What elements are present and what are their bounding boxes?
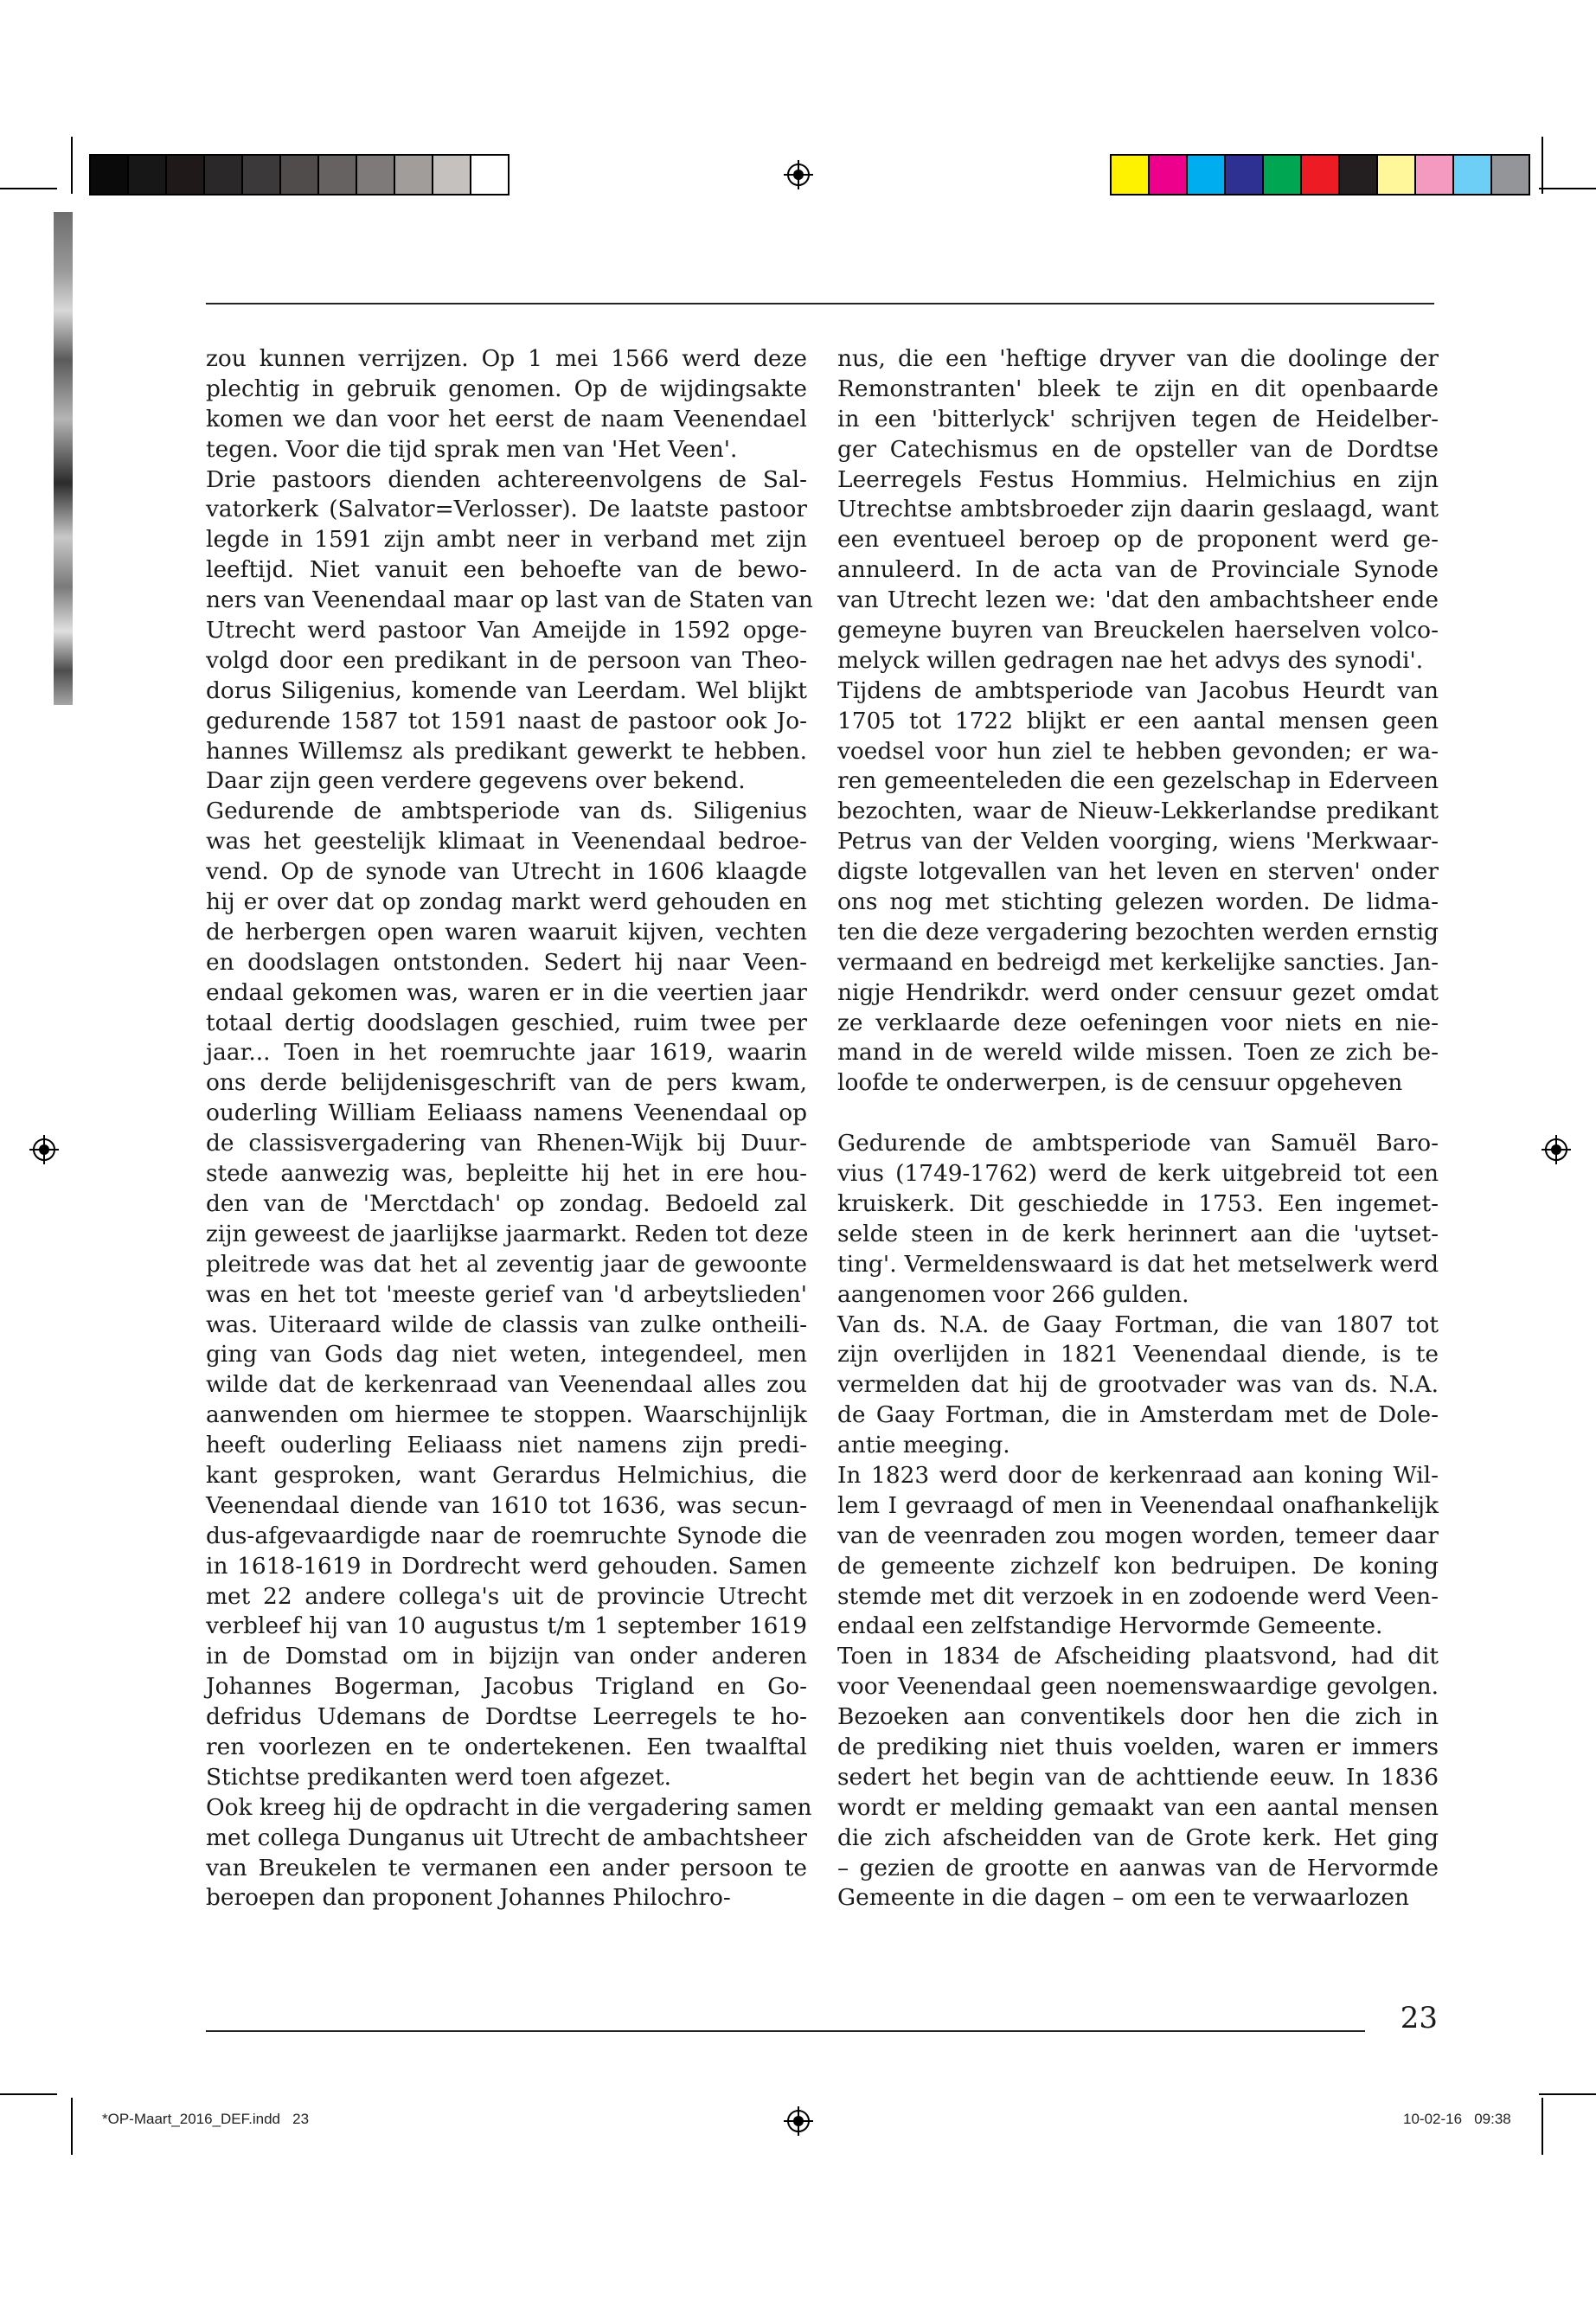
color-swatch [1416, 156, 1454, 194]
paragraph-gap [837, 1099, 1439, 1129]
text-line: vermaand en bedreigd met kerkelijke sancties. Jan- [837, 948, 1439, 976]
text-line: ting'. Vermeldenswaard is dat het metselwerk werd [837, 1250, 1439, 1278]
text-line: ten die deze vergadering bezochten werden ernstig [837, 918, 1439, 945]
text-line: Daar zijn geen verdere gegevens over bekend. [206, 767, 746, 795]
text-line: stede aanwezig was, bepleitte hij het in ere hou- [206, 1160, 807, 1188]
text-line: sedert het begin van de achttiende eeuw. In 1836 [837, 1763, 1439, 1791]
registration-mark-icon [784, 2106, 813, 2136]
text-line: vermelden dat hij de grootvader was van ds. N.A. [837, 1371, 1439, 1399]
text-line: dus-afgevaardigde naar de roemruchte Synode die [206, 1522, 807, 1549]
color-swatch [1302, 156, 1340, 194]
text-line: dorus Siligenius, komende van Leerdam. Wel blijkt [206, 676, 807, 704]
text-line: Bezoeken aan conventikels door hen die zich in [837, 1703, 1439, 1731]
color-swatch [1340, 156, 1378, 194]
registration-mark-icon [784, 160, 813, 189]
text-line: Johannes Bogerman, Jacobus Trigland en Go- [206, 1673, 807, 1701]
text-line: van de veenraden zou mogen worden, temeer daar [837, 1522, 1439, 1549]
text-line: de herbergen open waren waaruit kijven, vechten [206, 918, 807, 945]
text-line: Utrecht werd pastoor Van Ameijde in 1592 opge- [206, 617, 807, 644]
text-block [837, 1129, 1439, 1913]
text-line: met collega Dunganus uit Utrecht de ambachtsheer [206, 1823, 807, 1851]
slug-filename: *OP-Maart_2016_DEF.indd 23 [102, 2111, 310, 2127]
color-swatch [433, 156, 471, 194]
text-line: hij er over dat op zondag markt werd gehouden en [206, 888, 807, 916]
text-line: mand in de wereld wilde missen. Toen ze zich be- [837, 1039, 1439, 1067]
text-line: was het geestelijk klimaat in Veenendaal bedroe- [206, 828, 807, 856]
text-line: antie meeging. [837, 1432, 1010, 1459]
text-line: Drie pastoors dienden achtereenvolgens de Sal- [206, 465, 807, 493]
text-line: den van de 'Merctdach' op zondag. Bedoeld zal [206, 1189, 807, 1217]
crop-mark [1542, 2098, 1543, 2155]
text-line: Remonstranten' bleek te zijn en dit openbaarde [837, 375, 1439, 402]
crop-mark [0, 2093, 57, 2095]
text-line: wordt er melding gemaakt van een aantal mensen [837, 1793, 1439, 1821]
text-line: ouderling William Eeliaass namens Veenendaal op [206, 1099, 807, 1127]
text-line: ons nog met stichting gelezen worden. De lidma- [837, 888, 1439, 916]
crop-mark [0, 188, 57, 189]
text-line: ren gemeenteleden die een gezelschap in Ederveen [837, 767, 1439, 795]
text-line: defridus Udemans de Dordtse Leerregels te ho- [206, 1703, 807, 1731]
color-swatch [167, 156, 205, 194]
text-line: Petrus van der Velden voorging, wiens 'Merkwaar- [837, 828, 1439, 856]
color-swatch [319, 156, 357, 194]
crop-mark [1542, 137, 1543, 194]
bottom-rule [206, 2030, 1365, 2032]
text-line: hannes Willemsz als predikant gewerkt te hebben. [206, 737, 807, 765]
text-line: ger Catechismus en de opsteller van de Dordtse [837, 435, 1439, 463]
text-line: Ook kreeg hij de opdracht in die vergadering samen [206, 1793, 812, 1821]
crop-mark [1539, 188, 1596, 189]
registration-mark-icon [29, 1135, 59, 1164]
text-line: selde steen in de kerk herinnert aan die 'uytset- [837, 1220, 1439, 1247]
text-line: Van ds. N.A. de Gaay Fortman, die van 1807 tot [837, 1311, 1439, 1338]
text-line: stemde met dit verzoek in en zodoende werd Veen- [837, 1582, 1439, 1610]
text-line: aangenomen voor 266 gulden. [837, 1280, 1189, 1308]
text-line: leeftijd. Niet vanuit een behoefte van de bewo- [206, 556, 807, 584]
color-swatch [471, 156, 508, 194]
text-column-left [206, 344, 813, 1913]
top-rule [206, 303, 1434, 304]
text-line: nus, die een 'heftige dryver van die doolinge der [837, 345, 1439, 372]
color-swatch [395, 156, 433, 194]
registration-mark-icon [1542, 1135, 1571, 1164]
text-line: In 1823 werd door de kerkenraad aan koning Wil- [837, 1461, 1439, 1489]
text-line: en doodslagen ontstonden. Sedert hij naar Veen- [206, 948, 807, 976]
text-line: was en het tot 'meeste gerief van 'd arbeytslieden' [206, 1280, 807, 1308]
text-line: endaal een zelfstandige Hervormde Gemeente. [837, 1612, 1383, 1640]
text-line: voor Veenendaal geen noemenswaardige gevolgen. [837, 1673, 1439, 1701]
color-swatch [1150, 156, 1188, 194]
text-line: gedurende 1587 tot 1591 naast de pastoor ook Jo- [206, 707, 807, 734]
text-line: pleitrede was dat het al zeventig jaar de gewoonte [206, 1250, 807, 1278]
color-swatch [281, 156, 319, 194]
text-line: zijn overlijden in 1821 Veenendaal diende, is te [837, 1341, 1439, 1368]
text-line: Gedurende de ambtsperiode van Samuël Baro- [837, 1130, 1439, 1157]
color-calibration-bar [1110, 154, 1530, 195]
text-line: de prediking niet thuis voelden, waren er immers [837, 1733, 1439, 1760]
color-swatch [1112, 156, 1150, 194]
crop-mark [1539, 2093, 1596, 2095]
text-line: kant gesproken, want Gerardus Helmichius, die [206, 1461, 807, 1489]
text-line: totaal dertig doodslagen geschied, ruim twee per [206, 1009, 807, 1036]
text-line: de classisvergadering van Rhenen-Wijk bij Duur- [206, 1130, 807, 1157]
text-line: Utrechtse ambtsbroeder zijn daarin geslaagd, want [837, 496, 1439, 523]
color-swatch [243, 156, 281, 194]
text-line: in 1618-1619 in Dordrecht werd gehouden. Samen [206, 1552, 807, 1580]
text-line: zou kunnen verrijzen. Op 1 mei 1566 werd deze [206, 345, 807, 372]
text-line: Stichtse predikanten werd toen afgezet. [206, 1763, 671, 1791]
text-line: van Breukelen te vermanen een ander persoon te [206, 1854, 807, 1881]
text-line: loofde te onderwerpen, is de censuur opgeheven [837, 1069, 1403, 1097]
text-line: die zich afscheidden van de Grote kerk. Het ging [837, 1823, 1439, 1851]
text-line: melyck willen gedragen nae het advys des synodi'. [837, 646, 1424, 674]
color-swatch [1188, 156, 1226, 194]
text-line: 1705 tot 1722 blijkt er een aantal mensen geen [837, 707, 1439, 734]
text-line: Gedurende de ambtsperiode van ds. Siligenius [206, 798, 807, 825]
text-line: Toen in 1834 de Afscheiding plaatsvond, had dit [837, 1643, 1439, 1670]
text-line: ren voorlezen en te ondertekenen. Een twaalftal [206, 1733, 807, 1760]
text-line: was. Uiteraard wilde de classis van zulke ontheili- [206, 1311, 807, 1338]
text-line: aanwenden om hiermee te stoppen. Waarschijnlijk [206, 1401, 807, 1429]
page-number: 23 [1400, 2001, 1438, 2035]
text-line: beroepen dan proponent Johannes Philochro- [206, 1884, 731, 1912]
text-line: heeft ouderling Eeliaass niet namens zijn predi- [206, 1432, 807, 1459]
text-line: een eventueel beroep op de proponent werd ge- [837, 526, 1439, 554]
text-line: gemeyne buyren van Breuckelen haerselven volco- [837, 617, 1439, 644]
text-line: ging van Gods dag niet weten, integendeel, men [206, 1341, 807, 1368]
color-swatch [91, 156, 129, 194]
text-line: annuleerd. In de acta van de Provinciale Synode [837, 556, 1439, 584]
slug-date: 10-02-16 09:38 [1403, 2111, 1511, 2127]
color-swatch [357, 156, 395, 194]
text-line: zijn geweest de jaarlijkse jaarmarkt. Reden tot deze [206, 1220, 809, 1247]
text-block [837, 344, 1439, 1099]
text-line: legde in 1591 zijn ambt neer in verband met zijn [206, 526, 807, 554]
text-line: ners van Veenendaal maar op last van de Staten van [206, 586, 813, 614]
text-line: van Utrecht lezen we: 'dat den ambachtsheer ende [837, 586, 1439, 614]
text-line: nigje Hendrikdr. werd onder censuur gezet omdat [837, 978, 1439, 1006]
text-line: plechtig in gebruik genomen. Op de wijdingsakte [206, 375, 807, 402]
text-line: in de Domstad om in bijzijn van onder anderen [206, 1643, 807, 1670]
text-line: wilde dat de kerkenraad van Veenendaal alles zou [206, 1371, 807, 1399]
text-line: voedsel voor hun ziel te hebben gevonden; er wa- [837, 737, 1439, 765]
text-line: vatorkerk (Salvator=Verlosser). De laatste pastoor [206, 496, 807, 523]
text-line: bezochten, waar de Nieuw-Lekkerlandse predikant [837, 798, 1439, 825]
text-line: Tijdens de ambtsperiode van Jacobus Heurdt van [837, 676, 1439, 704]
color-swatch [129, 156, 167, 194]
color-swatch [1378, 156, 1416, 194]
text-line: Veenendaal diende van 1610 tot 1636, was secun- [206, 1491, 807, 1519]
color-swatch [205, 156, 243, 194]
text-line: in een 'bitterlyck' schrijven tegen de Heidelber- [837, 405, 1439, 433]
text-line: ons derde belijdenisgeschrift van de pers kwam, [206, 1069, 807, 1097]
text-line: lem I gevraagd of men in Veenendaal onafhankelijk [837, 1491, 1439, 1519]
color-swatch [1492, 156, 1529, 194]
grayscale-calibration-bar [89, 154, 510, 195]
text-line: endaal gekomen was, waren er in die veertien jaar [206, 978, 807, 1006]
text-line: – gezien de grootte en aanwas van de Hervormde [837, 1854, 1439, 1881]
text-line: ze verklaarde deze oefeningen voor niets en nie- [837, 1009, 1439, 1036]
text-line: vius (1749-1762) werd de kerk uitgebreid tot een [837, 1160, 1439, 1188]
text-line: vend. Op de synode van Utrecht in 1606 klaagde [206, 858, 807, 886]
text-line: tegen. Voor die tijd sprak men van 'Het Veen'. [206, 435, 738, 463]
text-line: jaar... Toen in het roemruchte jaar 1619, waarin [206, 1039, 807, 1067]
text-line: verbleef hij van 10 augustus t/m 1 september 1619 [206, 1612, 807, 1640]
color-swatch [1226, 156, 1264, 194]
side-photo-strip [54, 212, 73, 705]
crop-mark [71, 2098, 73, 2155]
text-line: de gemeente zichzelf kon bedruipen. De koning [837, 1552, 1439, 1580]
text-line: met 22 andere collega's uit de provincie Utrecht [206, 1582, 807, 1610]
text-line: Gemeente in die dagen – om een te verwaarlozen [837, 1884, 1410, 1912]
color-swatch [1264, 156, 1302, 194]
text-line: kruiskerk. Dit geschiedde in 1753. Een ingemet- [837, 1189, 1439, 1217]
text-line: Leerregels Festus Hommius. Helmichius en zijn [837, 465, 1439, 493]
text-line: komen we dan voor het eerst de naam Veenendael [206, 405, 807, 433]
text-column-right [837, 344, 1439, 1913]
text-line: volgd door een predikant in de persoon van Theo- [206, 646, 807, 674]
text-line: de Gaay Fortman, die in Amsterdam met de Dole- [837, 1401, 1439, 1429]
text-line: digste lotgevallen van het leven en sterven' onder [837, 858, 1439, 886]
color-swatch [1454, 156, 1492, 194]
crop-mark [71, 137, 73, 194]
